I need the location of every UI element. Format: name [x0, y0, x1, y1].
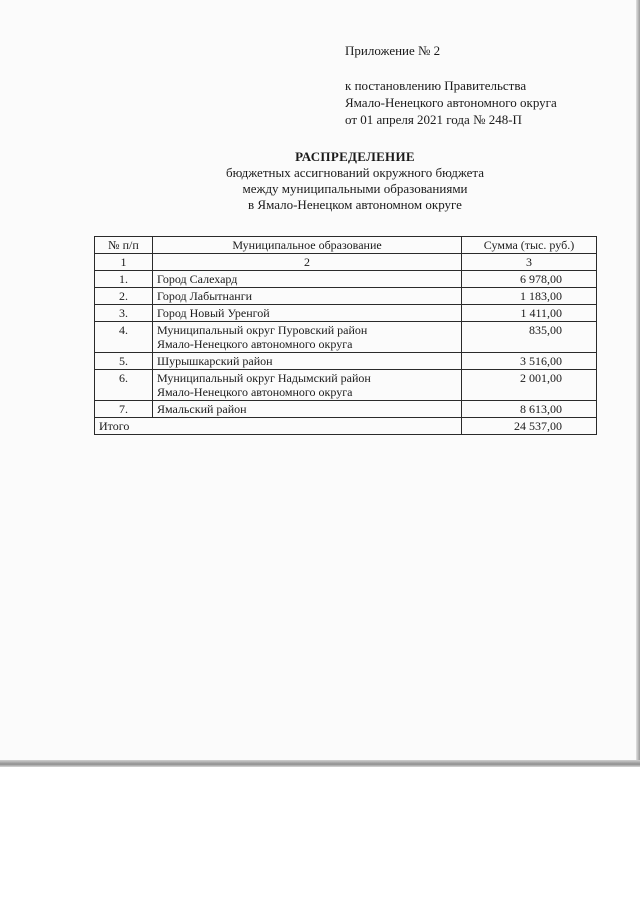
header-number: № п/п	[95, 237, 153, 254]
column-number-3: 3	[462, 254, 597, 271]
row-number: 5.	[95, 353, 153, 370]
page-edge-bottom	[0, 760, 640, 767]
document-subtitle-2: между муниципальными образованиями	[242, 181, 468, 196]
header-municipality: Муниципальное образование	[153, 237, 462, 254]
municipality-line: Ямало-Ненецкого автономного округа	[157, 385, 353, 399]
document-subtitle-1: бюджетных ассигнований окружного бюджета	[225, 165, 485, 180]
municipality-line: Город Салехард	[157, 272, 238, 286]
municipality-line: Шурышкарский район	[157, 354, 273, 368]
municipality-line: Муниципальный округ Пуровский район	[157, 323, 368, 337]
table-row	[95, 370, 597, 401]
row-number: 7.	[95, 401, 153, 418]
table-row	[95, 401, 597, 418]
row-sum: 835,00	[462, 322, 597, 353]
attachment-line-3: от 01 апреля 2021 года № 248-П	[345, 112, 522, 127]
row-sum: 3 516,00	[462, 353, 597, 370]
row-sum: 8 613,00	[462, 401, 597, 418]
municipality-line: Город Новый Уренгой	[157, 306, 270, 320]
row-municipality	[153, 271, 462, 288]
municipality-line: Город Лабытнанги	[157, 289, 253, 303]
table-row	[95, 271, 597, 288]
row-number: 4.	[95, 322, 153, 353]
municipality-line: Ямало-Ненецкого автономного округа	[157, 337, 353, 351]
row-municipality	[153, 305, 462, 322]
row-number: 1.	[95, 271, 153, 288]
total-label: Итого	[95, 418, 462, 435]
row-sum: 1 183,00	[462, 288, 597, 305]
table-row	[95, 305, 597, 322]
municipality-line: Ямальский район	[157, 402, 247, 416]
row-municipality	[153, 288, 462, 305]
column-number-1: 1	[95, 254, 153, 271]
table-header-row	[95, 237, 597, 254]
municipality-line: Муниципальный округ Надымский район	[157, 371, 371, 385]
table-row	[95, 322, 597, 353]
row-number: 6.	[95, 370, 153, 401]
table-column-numbers-row	[95, 254, 597, 271]
row-number: 3.	[95, 305, 153, 322]
total-sum: 24 537,00	[462, 418, 597, 435]
attachment-block	[345, 42, 557, 128]
distribution-table	[94, 236, 597, 435]
row-municipality	[153, 370, 462, 401]
table-total-row	[95, 418, 597, 435]
document-title: РАСПРЕДЕЛЕНИЕ	[295, 149, 415, 164]
table-row	[95, 353, 597, 370]
document-heading	[160, 149, 550, 213]
row-sum: 6 978,00	[462, 271, 597, 288]
table-row	[95, 288, 597, 305]
column-number-2: 2	[153, 254, 462, 271]
attachment-number: Приложение № 2	[345, 43, 441, 58]
row-municipality	[153, 353, 462, 370]
attachment-line-1: к постановлению Правительства	[345, 78, 527, 93]
page-edge-right	[636, 0, 640, 763]
document-subtitle-3: в Ямало-Ненецком автономном округе	[248, 197, 462, 212]
row-sum: 2 001,00	[462, 370, 597, 401]
attachment-line-2: Ямало-Ненецкого автономного округа	[345, 95, 557, 110]
row-municipality	[153, 401, 462, 418]
row-number: 2.	[95, 288, 153, 305]
header-sum: Сумма (тыс. руб.)	[462, 237, 597, 254]
row-municipality	[153, 322, 462, 353]
row-sum: 1 411,00	[462, 305, 597, 322]
